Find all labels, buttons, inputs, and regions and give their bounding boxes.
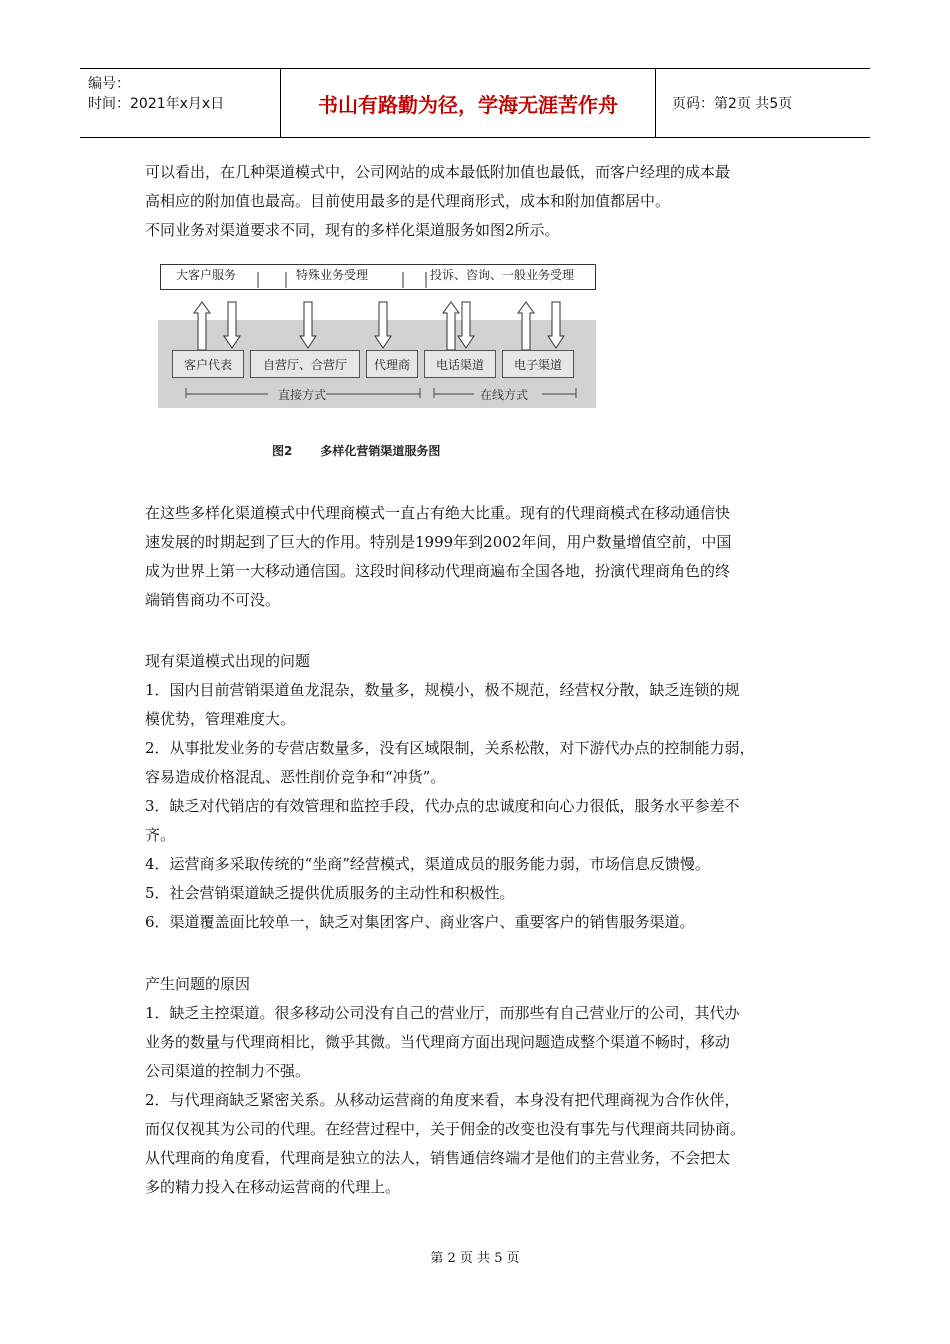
text-line: 2．与代理商缺乏紧密关系。从移动运营商的角度来看，本身没有把代理商视为合作伙伴， bbox=[145, 1091, 740, 1109]
text-line: 速发展的时期起到了巨大的作用。特别是1999年到2002年间，用户数量增值空前，中国 bbox=[145, 533, 732, 551]
arrow-down-icon bbox=[300, 302, 316, 348]
text-line: 成为世界上第一大移动通信国。这段时间移动代理商遍布全国各地，扮演代理商角色的终 bbox=[145, 562, 731, 580]
text-line: 3．缺乏对代销店的有效管理和监控手段，代办点的忠诚度和向心力很低，服务水平参差不 bbox=[145, 797, 740, 815]
problems-section bbox=[145, 647, 825, 937]
figure-caption bbox=[272, 442, 468, 459]
page-footer: 第 2 页 共 5 页 bbox=[430, 1251, 520, 1266]
arrow-up-icon bbox=[443, 302, 459, 350]
agent-paragraph bbox=[145, 499, 825, 615]
text-line: 可以看出，在几种渠道模式中，公司网站的成本最低附加值也最低，而客户经理的成本最 bbox=[145, 163, 731, 181]
caption-text: 多样化营销渠道服务图 bbox=[320, 444, 441, 458]
text-line: 模优势，管理难度大。 bbox=[145, 710, 296, 728]
header-page-info bbox=[664, 69, 870, 137]
time-label: 时间：2021年x月x日 bbox=[88, 96, 225, 112]
box-e-channel: 电子渠道 bbox=[502, 350, 574, 378]
arrows-layer bbox=[158, 258, 596, 408]
causes-section bbox=[145, 970, 825, 1202]
text-line: 1．国内目前营销渠道鱼龙混杂，数量多，规模小，极不规范，经营权分散，缺乏连锁的规 bbox=[145, 681, 740, 699]
box-own-stores: 自营厅、合营厅 bbox=[250, 350, 360, 378]
label-general-service: 投诉、咨询、一般业务受理 bbox=[430, 268, 575, 282]
label-vip-service: 大客户服务 bbox=[176, 268, 237, 282]
text-line: 2．从事批发业务的专营店数量多，没有区域限制，关系松散，对下游代办点的控制能力弱， bbox=[145, 739, 755, 757]
box-customer-rep: 客户代表 bbox=[172, 350, 244, 378]
header-meta-cell bbox=[80, 69, 281, 137]
text-line: 端销售商功不可没。 bbox=[145, 591, 281, 609]
arrow-down-icon bbox=[224, 302, 240, 348]
text-line: 从代理商的角度看，代理商是独立的法人，销售通信终端才是他们的主营业务，不会把太 bbox=[145, 1149, 731, 1167]
page-info-text: 页码：第2页 共5页 bbox=[672, 96, 793, 112]
text-line: 6．渠道覆盖面比较单一，缺乏对集团客户、商业客户、重要客户的销售服务渠道。 bbox=[145, 913, 695, 931]
box-phone-channel: 电话渠道 bbox=[424, 350, 496, 378]
text-line: 高相应的附加值也最高。目前使用最多的是代理商形式，成本和附加值都居中。 bbox=[145, 192, 671, 210]
text-line: 而仅仅视其为公司的代理。在经营过程中，关于佣金的改变也没有事先与代理商共同协商。 bbox=[145, 1120, 746, 1138]
box-agent: 代理商 bbox=[366, 350, 418, 378]
text-line: 在这些多样化渠道模式中代理商模式一直占有绝大比重。现有的代理商模式在移动通信快 bbox=[145, 504, 731, 522]
arrow-down-icon bbox=[458, 302, 474, 348]
section-title: 现有渠道模式出现的问题 bbox=[145, 652, 311, 670]
section-title: 产生问题的原因 bbox=[145, 975, 251, 993]
text-line: 5．社会营销渠道缺乏提供优质服务的主动性和积极性。 bbox=[145, 884, 515, 902]
text-line: 业务的数量与代理商相比，微乎其微。当代理商方面出现问题造成整个渠道不畅时，移动 bbox=[145, 1033, 731, 1051]
number-label: 编号： bbox=[88, 76, 130, 92]
text-line: 容易造成价格混乱、恶性削价竞争和“冲货”。 bbox=[145, 768, 446, 786]
text-line: 4．运营商多采取传统的“坐商”经营模式，渠道成员的服务能力弱，市场信息反馈慢。 bbox=[145, 855, 710, 873]
arrow-down-icon bbox=[375, 302, 391, 348]
label-special-service: 特殊业务受理 bbox=[296, 268, 369, 282]
text-line: 不同业务对渠道要求不同，现有的多样化渠道服务如图2所示。 bbox=[145, 221, 560, 239]
intro-paragraph bbox=[145, 158, 825, 245]
text-line: 1．缺乏主控渠道。很多移动公司没有自己的营业厅，而那些有自己营业厅的公司，其代办 bbox=[145, 1004, 740, 1022]
channel-diagram bbox=[158, 258, 596, 408]
label-direct-mode: 直接方式 bbox=[278, 388, 327, 402]
caption-number: 图2 bbox=[272, 444, 293, 458]
text-line: 多的精力投入在移动运营商的代理上。 bbox=[145, 1178, 401, 1196]
text-line: 公司渠道的控制力不强。 bbox=[145, 1062, 311, 1080]
arrow-up-icon bbox=[194, 302, 210, 350]
header-motto: 书山有路勤为径，学海无涯苦作舟 bbox=[281, 69, 656, 137]
text-line: 齐。 bbox=[145, 826, 176, 844]
arrow-up-icon bbox=[518, 302, 534, 350]
label-online-mode: 在线方式 bbox=[480, 388, 529, 402]
arrow-down-icon bbox=[548, 302, 564, 348]
page-header bbox=[80, 68, 870, 138]
